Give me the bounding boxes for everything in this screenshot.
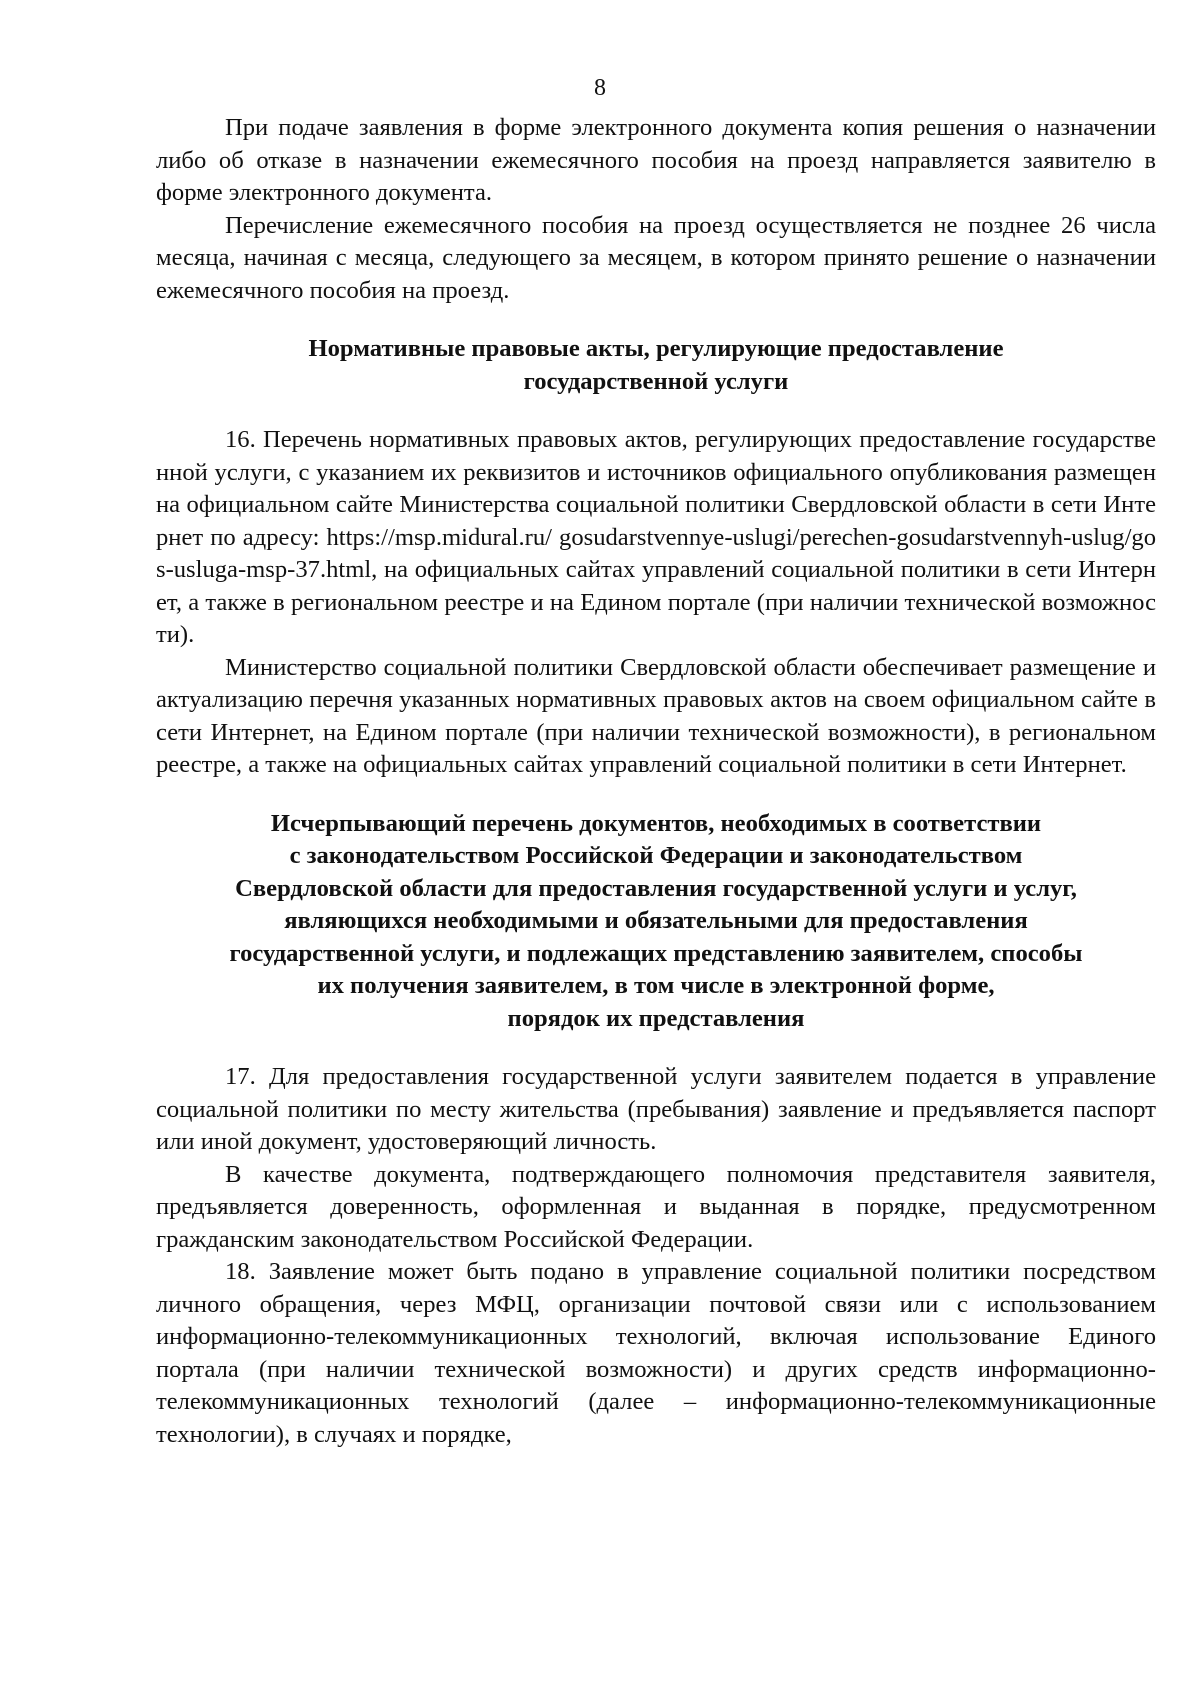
- paragraph-18-submission-methods: 18. Заявление может быть подано в управление социальной политики посредством личного обращения, через МФЦ, организации почтовой связи или с использованием информационно-телекоммуникационных технологий, включая использование Единого портала (при наличии технической возможности) и других средств информационно-телекоммуникационных технологий (далее – информационно-телекоммуникационные технологии), в случаях и порядке,: [156, 1258, 1156, 1448]
- paragraph-electronic-decision: При подаче заявления в форме электронного документа копия решения о назначении либо об отказе в назначении ежемесячного пособия на проезд направляется заявителю в форме электронного документа.: [156, 114, 1156, 206]
- heading-normative-acts: [156, 333, 1156, 398]
- document-body: [156, 112, 1156, 1451]
- heading-line: Нормативные правовые акты, регулирующие предоставление: [308, 335, 1004, 362]
- heading-exhaustive-document-list: [156, 808, 1156, 1036]
- paragraph-16-ministry-publication: Министерство социальной политики Свердловской области обеспечивает размещение и актуализацию перечня указанных нормативных правовых актов на своем официальном сайте в сети Интернет, на Едином портале (при наличии технической возможности), в региональном реестре, а также на официальных сайтах управлений социальной политики в сети Интернет.: [156, 653, 1156, 778]
- paragraph-17-representative-authority: В качестве документа, подтверждающего полномочия представителя заявителя, предъявляется доверенность, оформленная и выданная в порядке, предусмотренном гражданским законодательством Российской Федерации.: [156, 1160, 1156, 1253]
- heading-line: являющихся необходимыми и обязательными для предоставления: [284, 907, 1028, 934]
- heading-line: Свердловской области для предоставления государственной услуги и услуг,: [235, 874, 1077, 902]
- heading-line: государственной услуги: [523, 367, 789, 395]
- page-number: 8: [594, 75, 606, 101]
- paragraph-payment-transfer: Перечисление ежемесячного пособия на проезд осуществляется не позднее 26 числа месяца, начиная с месяца, следующего за месяцем, в котором принято решение о назначении ежемесячного пособия на проезд.: [156, 211, 1156, 304]
- heading-line: их получения заявителем, в том числе в электронной форме,: [317, 972, 995, 999]
- heading-line: с законодательством Российской Федерации и законодательством: [289, 842, 1023, 869]
- paragraph-17-application-submission: 17. Для предоставления государственной услуги заявителем подается в управление социальной политики по месту жительства (пребывания) заявление и предъявляется паспорт или иной документ, удостоверяющий личность.: [156, 1063, 1156, 1155]
- heading-line: государственной услуги, и подлежащих представлению заявителем, способы: [229, 939, 1083, 967]
- heading-line: Исчерпывающий перечень документов, необходимых в соответствии: [270, 809, 1042, 837]
- paragraph-16-list-of-acts: 16. Перечень нормативных правовых актов, регулирующих предоставление государственной услуги, с указанием их реквизитов и источников официального опубликования размещен на официальном сайте Министерства социальной политики Свердловской области в сети Интернет по адресу: https://msp.midural.ru/ gosudarstvennye-uslugi/perechen-gosudarstvennyh-uslug/gos-usluga-msp-37.html, на официальных сайтах управлений социальной политики в сети Интернет, а также в региональном реестре и на Едином портале (при наличии технической возможности).: [156, 426, 1156, 648]
- heading-line: порядок их представления: [507, 1004, 805, 1032]
